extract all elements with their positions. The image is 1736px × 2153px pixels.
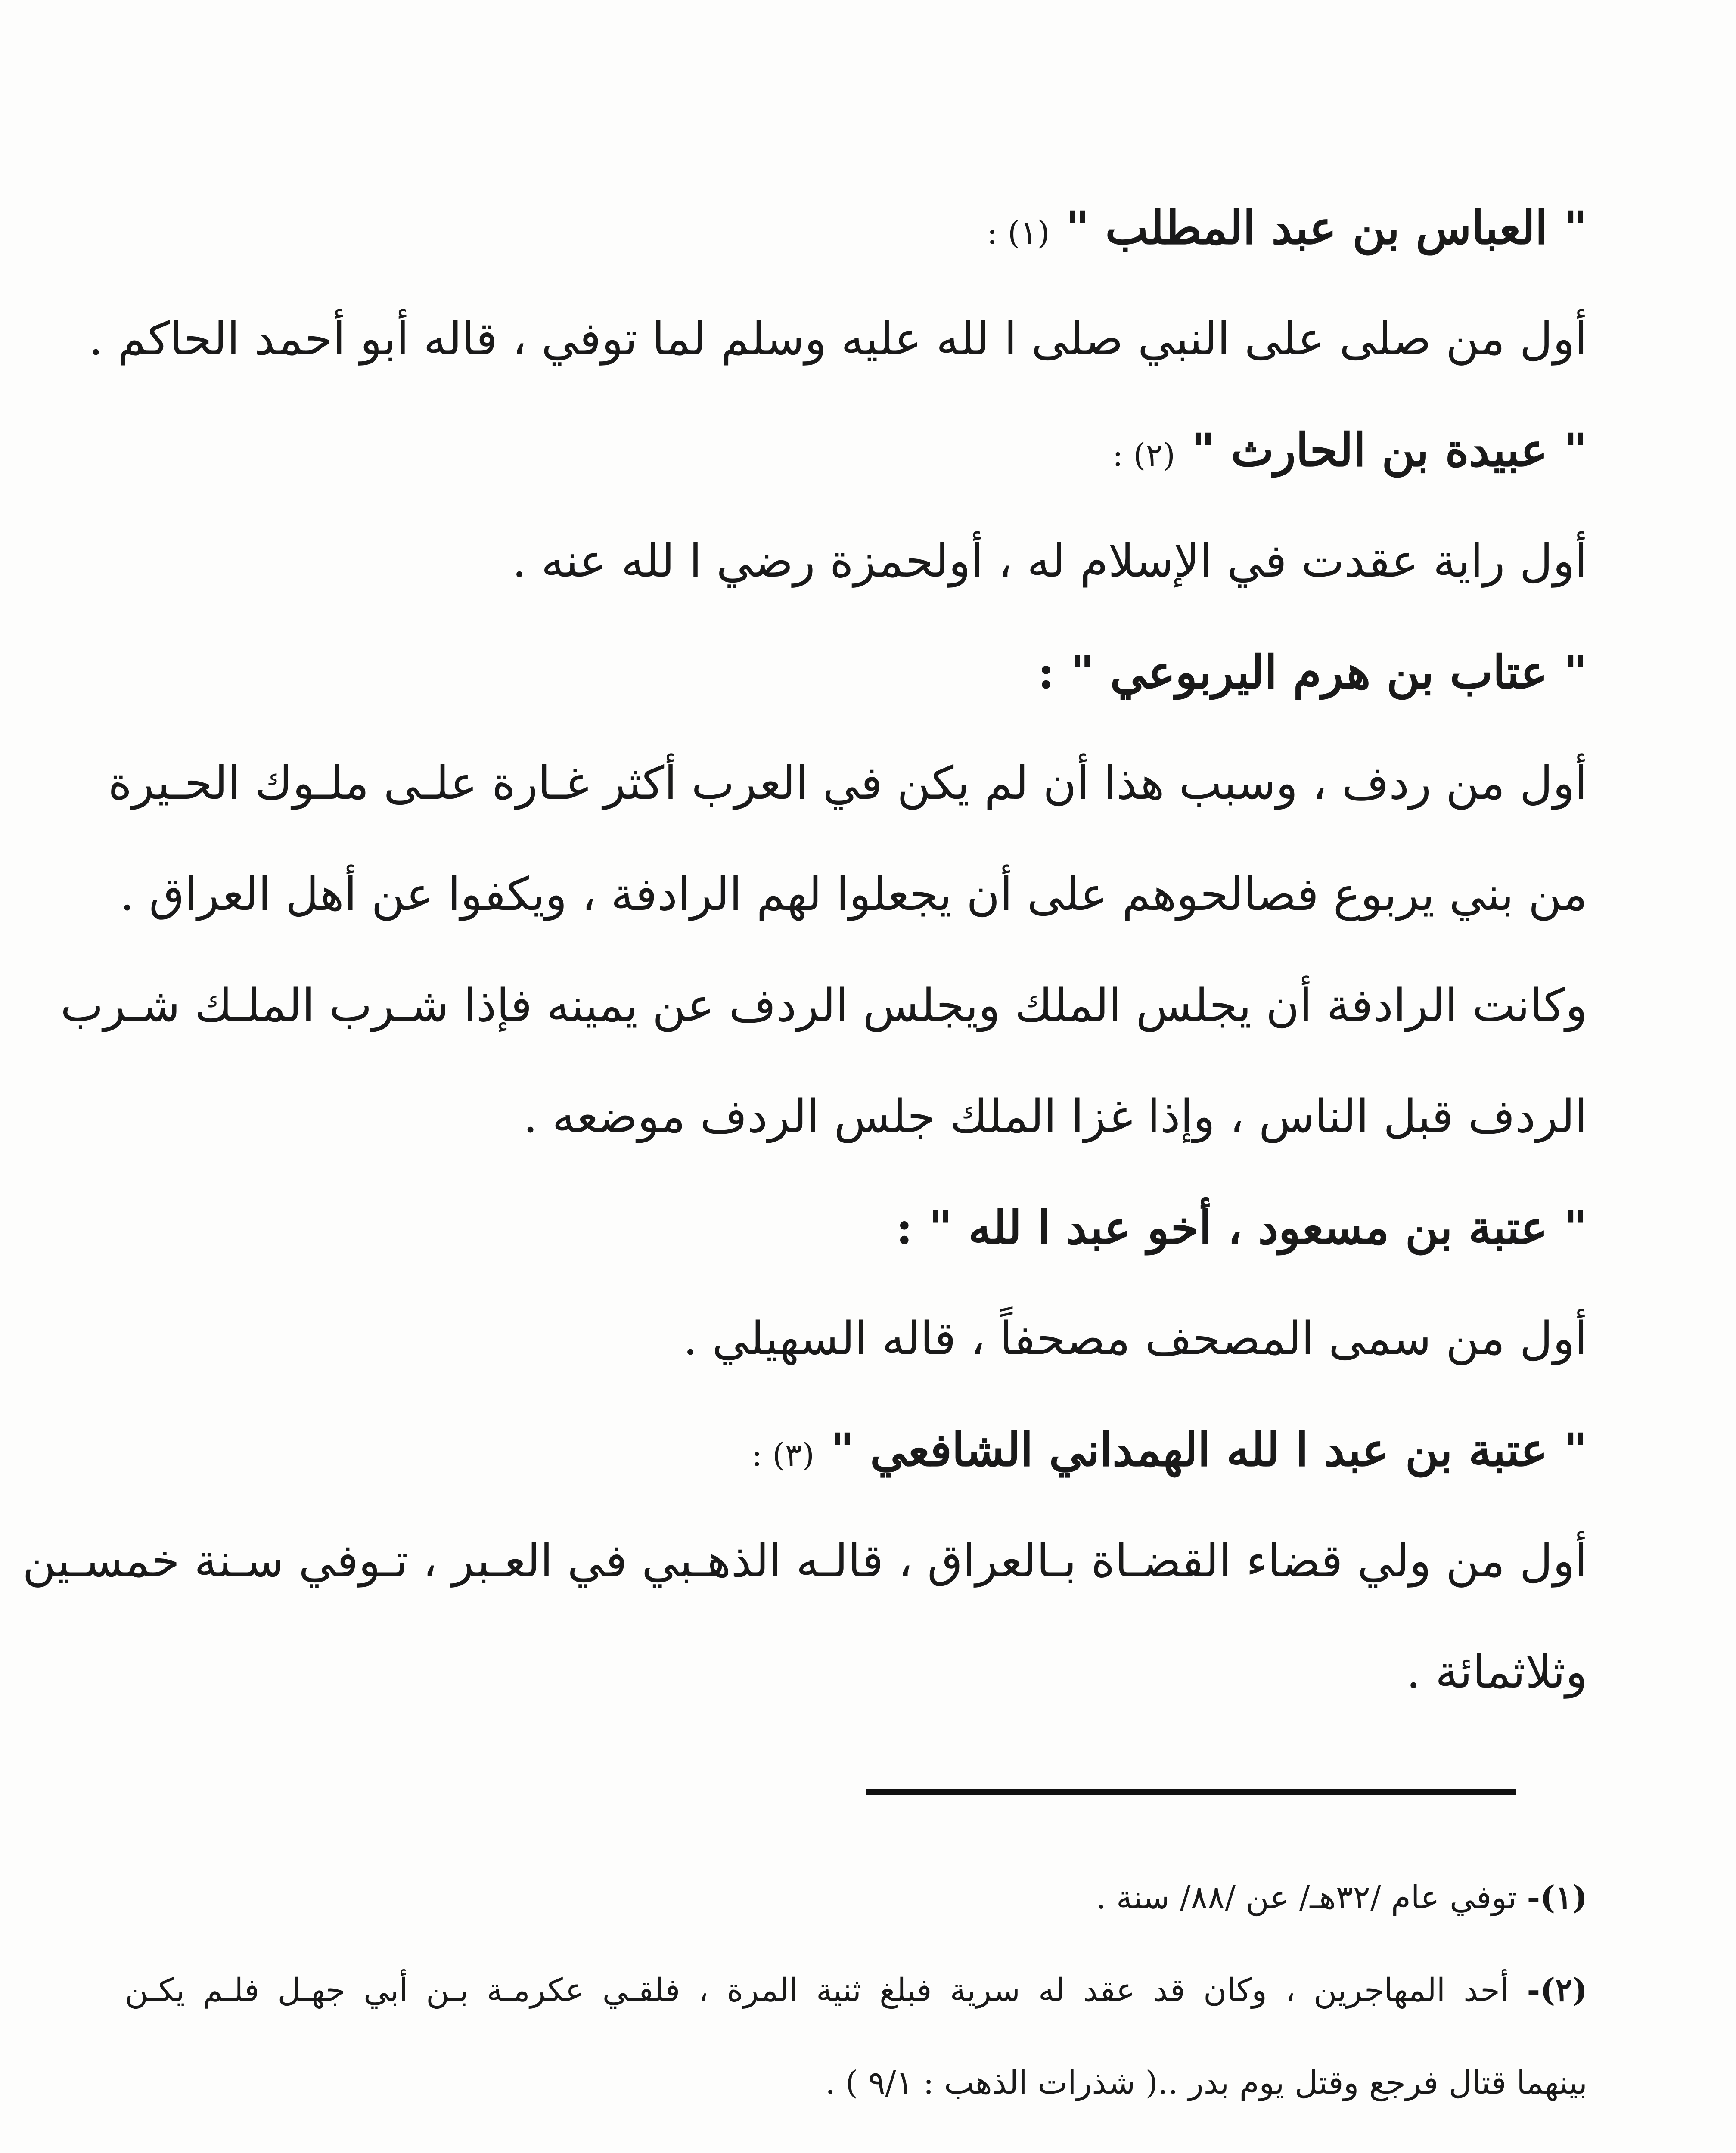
body-line-text: أول من سمى المصحف مصحفاً ، قاله السهيلي .: [683, 1312, 1587, 1365]
heading-text: " العباس بن عبد المطلب ": [1065, 201, 1587, 254]
heading-attab: [125, 617, 1587, 728]
body-line: [125, 1616, 1587, 1728]
footnote-text: أحد المهاجرين ، وكان قد عقد له سرية فبلغ ثنية المرة ، فلقـي عكرمـة بـن أبي جهـل فلـم يكـن: [125, 1972, 1509, 2009]
heading-text: " عتاب بن هرم اليربوعي " :: [1037, 645, 1587, 699]
heading-utba-masud: [125, 1172, 1587, 1283]
footnote-marker: (٢)-: [1527, 1972, 1587, 2009]
footnote-separator: [866, 1789, 1516, 1795]
heading-utba-hamdani: [125, 1394, 1587, 1505]
body-line-text: أول من صلى على النبي صلى ا لله عليه وسلم لما توفي ، قاله أبو أحمد الحاكم .: [88, 312, 1587, 365]
body-line: [125, 1061, 1587, 1172]
footnote-reference: (٢) :: [1112, 437, 1175, 474]
footnote-2: [125, 1944, 1587, 2037]
body-line-text: أول راية عقدت في الإسلام له ، أولحمزة رضي ا لله عنه .: [512, 534, 1587, 587]
body-line-text: الردف قبل الناس ، وإذا غزا الملك جلس الردف موضعه .: [523, 1090, 1587, 1143]
heading-text: " عبيدة بن الحارث ": [1191, 423, 1587, 477]
body-line: [125, 506, 1587, 617]
body-line: أول من ردف ، وسبب هذا أن لم يكن في العرب أكثر غـارة علـى ملـوك الحـيرة: [108, 757, 1587, 810]
footnote-marker: (١)-: [1527, 1879, 1587, 1916]
body-line: [120, 839, 1587, 950]
footnote-3: [125, 2129, 1587, 2153]
body-line: [125, 1283, 1587, 1394]
main-text-block: [22, 172, 1587, 1728]
heading-text: " عتبة بن مسعود ، أخو عبد ا لله " :: [896, 1201, 1587, 1254]
footnote-reference: (١) :: [987, 214, 1050, 251]
footnote-reference: (٣) :: [752, 1436, 815, 1474]
heading-text: " عتبة بن عبد ا لله الهمداني الشافعي ": [830, 1423, 1587, 1477]
heading-abbas: [125, 172, 1587, 283]
footnote-1: [125, 1852, 1587, 1944]
body-line: وكانت الرادفة أن يجلس الملك ويجلس الردف عن يمينه فإذا شـرب الملـك شـرب: [60, 979, 1587, 1032]
footnote-text: بينهما قتال فرجع وقتل يوم بدر ..( شذرات الذهب : ٩/١ ) .: [825, 2064, 1587, 2101]
footnote-2-continued: [125, 2037, 1587, 2129]
body-line: [88, 283, 1587, 394]
footnote-text: توفي عام /٣٢هـ/ عن /٨٨/ سنة .: [1096, 1879, 1517, 1916]
body-line-text: من بني يربوع فصالحوهم على أن يجعلوا لهم الرادفة ، ويكفوا عن أهل العراق .: [120, 868, 1587, 921]
body-line: أول من ولي قضاء القضـاة بـالعراق ، قالـه الذهـبي في العـبر ، تـوفي سـنة خمسـين: [22, 1534, 1587, 1587]
heading-ubaida: [125, 394, 1587, 506]
footnotes-block: [125, 1852, 1587, 2153]
body-line-text: وثلاثمائة .: [1406, 1645, 1587, 1698]
